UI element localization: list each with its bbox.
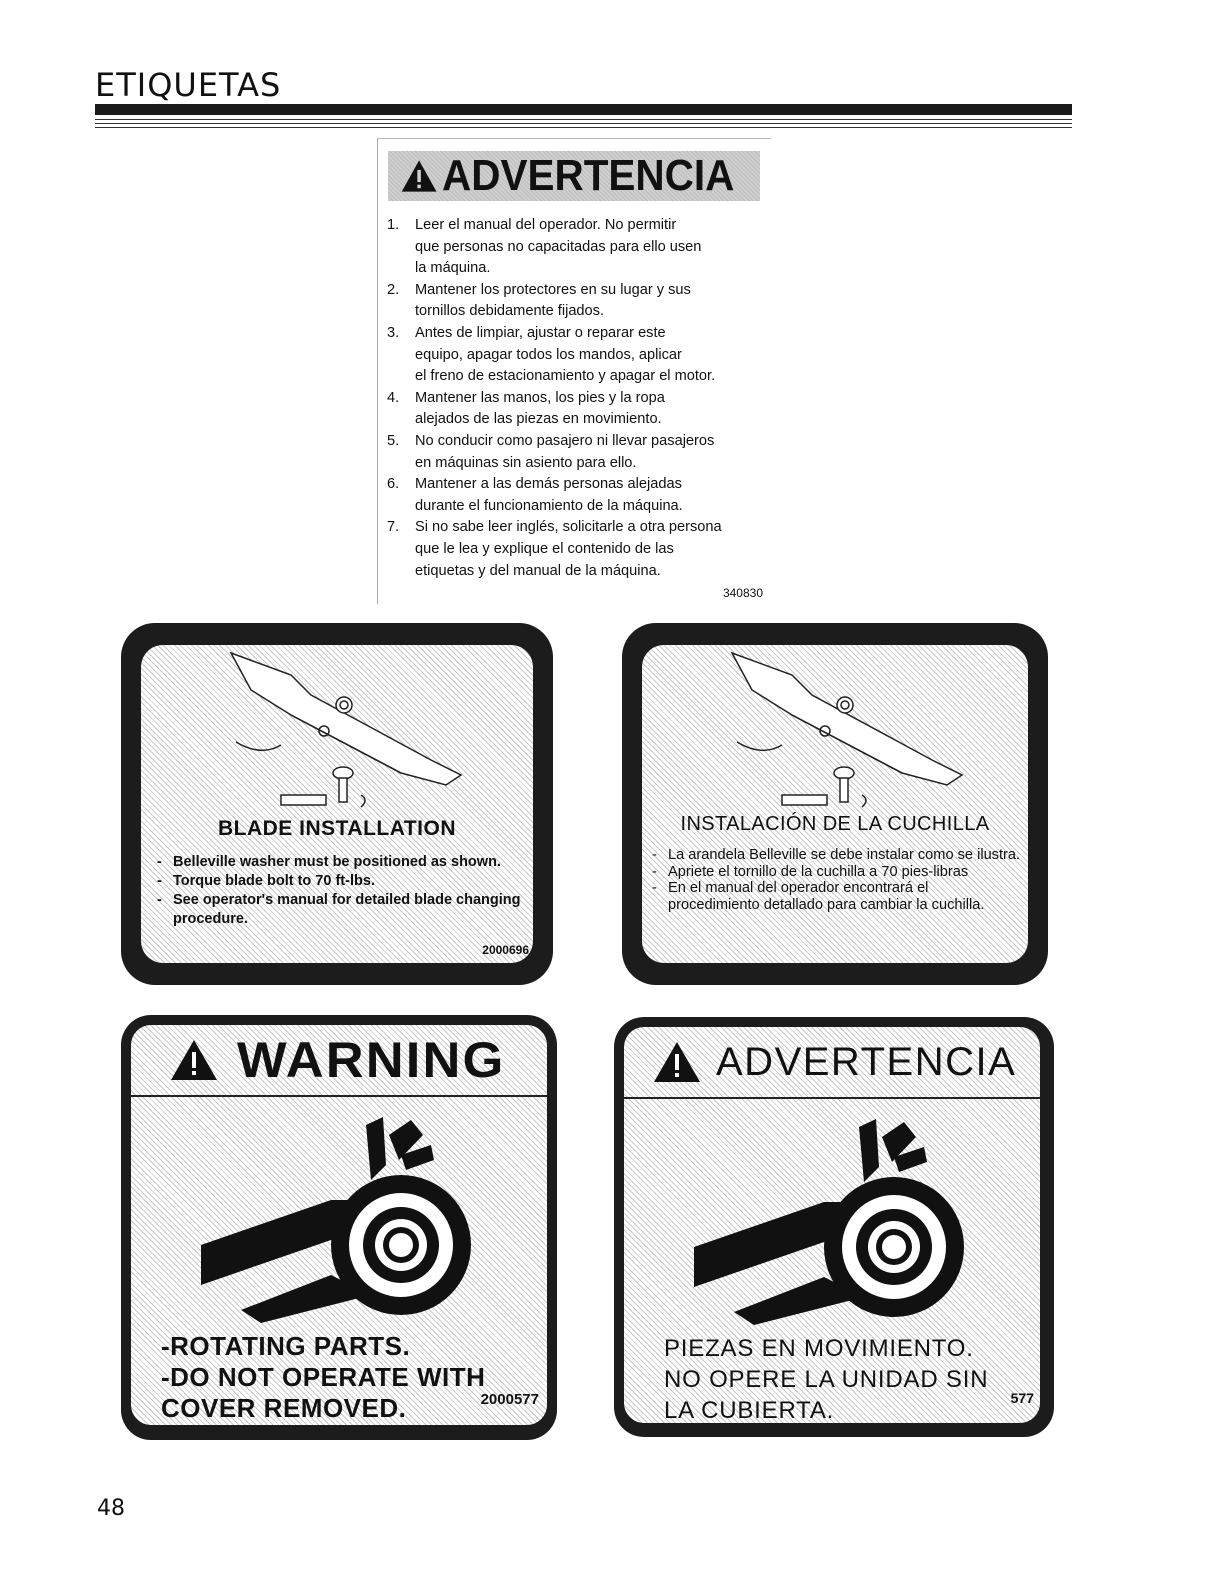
top-warning-item-line: Mantener las manos, los pies y la ropa <box>415 389 665 406</box>
warning-line: COVER REMOVED. <box>161 1393 407 1423</box>
top-warning-item-line: alejados de las piezas en movimiento. <box>415 411 662 428</box>
advertencia-line: NO OPERE LA UNIDAD SIN <box>664 1366 989 1393</box>
cuchilla-installation-panel <box>642 645 1028 963</box>
advertencia-header-text: ADVERTENCIA <box>716 1039 1017 1084</box>
top-warning-item-line: tornillos debidamente fijados. <box>415 303 605 320</box>
top-warning-item-line: No conducir como pasajero ni llevar pasajeros <box>415 432 715 449</box>
blade-installation-code: 2000696 <box>482 943 529 957</box>
advertencia-lines <box>624 1333 1040 1423</box>
cuchilla-installation-decal <box>622 623 1048 985</box>
blade-diagram-icon <box>141 645 533 825</box>
cuchilla-installation-title: INSTALACIÓN DE LA CUCHILLA <box>680 813 990 835</box>
cuchilla-installation-item: - La arandela Belleville se debe instalar como se ilustra. <box>650 847 1022 864</box>
advertencia-line: LA CUBIERTA. <box>664 1397 835 1423</box>
warning-triangle-icon <box>652 1040 702 1084</box>
top-warning-item-number: 4. <box>387 389 400 406</box>
warning-line: -ROTATING PARTS. <box>161 1331 411 1361</box>
advertencia-piezas-decal <box>614 1017 1054 1437</box>
cuchilla-diagram-icon <box>642 645 1028 825</box>
top-warning-item-line: Leer el manual del operador. No permitir <box>415 217 677 233</box>
top-warning-item <box>387 323 777 388</box>
top-warning-item-line: la máquina. <box>415 260 491 277</box>
advertencia-piezas-panel <box>624 1027 1040 1423</box>
blade-installation-item: - Torque blade bolt to 70 ft-lbs. <box>155 872 523 891</box>
warning-line: -DO NOT OPERATE WITH <box>161 1362 486 1392</box>
warning-triangle-icon <box>400 156 438 196</box>
warning-rotating-parts-decal <box>121 1015 557 1440</box>
cuchilla-installation-list <box>650 847 1022 913</box>
title-rule-thick <box>95 104 1072 115</box>
title-rule-thin-2 <box>95 123 1072 124</box>
title-rule-thin-1 <box>95 119 1072 120</box>
top-warning-item-line: en máquinas sin asiento para ello. <box>415 454 637 471</box>
cuchilla-installation-item: - Apriete el tornillo de la cuchilla a 70 pies-libras <box>650 864 1022 881</box>
advertencia-header <box>624 1027 1040 1099</box>
top-warning-item <box>387 517 777 582</box>
top-warning-label <box>377 138 771 604</box>
title-rule-thin-3 <box>95 127 1072 128</box>
blade-installation-panel <box>141 645 533 963</box>
top-warning-item <box>387 215 777 280</box>
top-warning-item <box>387 388 777 431</box>
top-warning-item-number: 7. <box>387 519 400 536</box>
page-title: ETIQUETAS <box>95 66 282 104</box>
top-warning-item-line: Mantener los protectores en su lugar y sus <box>415 281 691 298</box>
top-warning-item-line: que le lea y explique el contenido de las <box>415 540 674 557</box>
top-warning-item-line: el freno de estacionamiento y apagar el motor. <box>415 368 716 385</box>
top-warning-code: 340830 <box>722 586 763 600</box>
advertencia-code: 577 <box>1010 1390 1034 1406</box>
top-warning-item-number: 1. <box>387 217 400 233</box>
blade-installation-item: - Belleville washer must be positioned as shown. <box>155 853 523 872</box>
top-warning-item-line: durante el funcionamiento de la máquina. <box>415 497 683 514</box>
top-warning-item-line: etiquetas y del manual de la máquina. <box>415 562 661 579</box>
blade-installation-item: - See operator's manual for detailed blade changing procedure. <box>155 891 523 929</box>
advertencia-line: PIEZAS EN MOVIMIENTO. <box>664 1335 974 1362</box>
page-number: 48 <box>97 1496 125 1521</box>
top-warning-item <box>387 474 777 517</box>
warning-triangle-icon <box>169 1038 219 1082</box>
warning-header <box>131 1025 547 1097</box>
top-warning-item-line: Antes de limpiar, ajustar o reparar este <box>415 324 666 341</box>
warning-header-text: WARNING <box>237 1032 506 1088</box>
top-warning-item-number: 6. <box>387 476 400 493</box>
cuchilla-installation-item: - En el manual del operador encontrará el procedimiento detallado para cambiar la cuchilla. <box>650 880 1022 913</box>
top-warning-item-line: que personas no capacitadas para ello usen <box>415 238 702 255</box>
top-warning-list <box>387 215 777 582</box>
top-warning-item <box>387 431 777 474</box>
warning-lines <box>131 1331 547 1424</box>
hand-belt-entanglement-icon <box>624 1107 1040 1327</box>
warning-code: 2000577 <box>480 1391 539 1408</box>
warning-rotating-parts-panel <box>131 1025 547 1425</box>
top-warning-item <box>387 280 777 323</box>
hand-belt-entanglement-icon <box>131 1105 547 1325</box>
top-warning-item-number: 5. <box>387 432 400 449</box>
top-warning-header <box>388 151 760 201</box>
blade-installation-list <box>155 853 523 929</box>
top-warning-item-line: Si no sabe leer inglés, solicitarle a otra persona <box>415 519 722 536</box>
top-warning-item-line: Mantener a las demás personas alejadas <box>415 476 682 493</box>
top-warning-item-line: equipo, apagar todos los mandos, aplicar <box>415 346 682 363</box>
blade-installation-title: BLADE INSTALLATION <box>217 817 457 840</box>
top-warning-item-number: 2. <box>387 281 400 298</box>
blade-installation-decal <box>121 623 553 985</box>
top-warning-item-number: 3. <box>387 324 400 341</box>
top-warning-header-text: ADVERTENCIA <box>442 151 735 200</box>
